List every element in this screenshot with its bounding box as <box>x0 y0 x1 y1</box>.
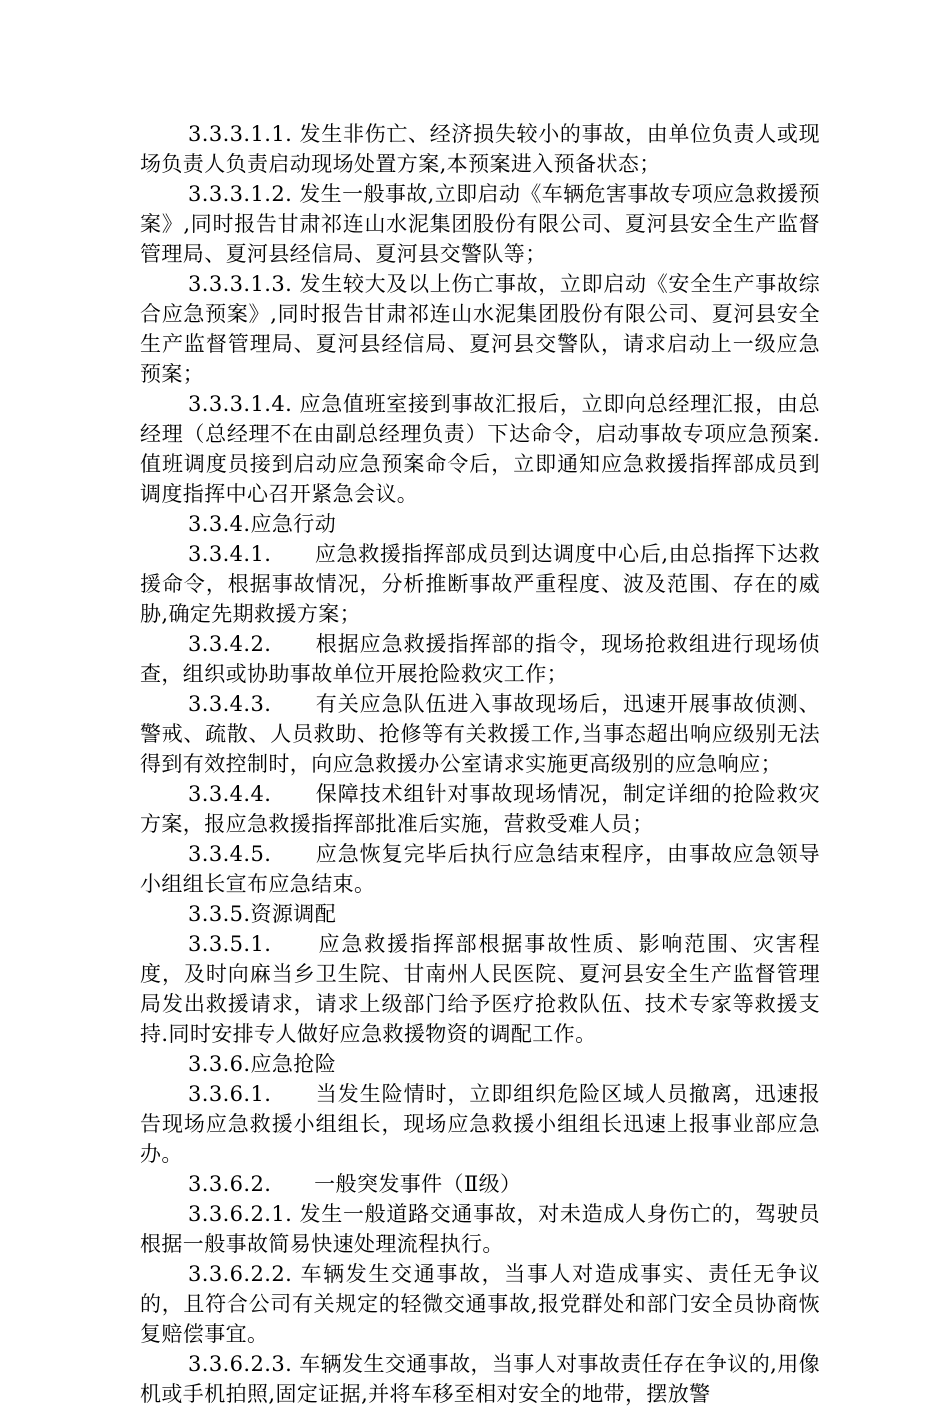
paragraph-3-3-6-1: 3.3.6.1. 当发生险情时，立即组织危险区域人员撤离，迅速报告现场应急救援小组组长，现场应急救援小组组长迅速上报事业部应急办。 <box>140 1082 820 1166</box>
paragraph-3-3-4-5: 3.3.4.5. 应急恢复完毕后执行应急结束程序，由事故应急领导小组组长宣布应急结束。 <box>140 842 820 896</box>
paragraph-3-3-6-2-1: 3.3.6.2.1. 发生一般道路交通事故，对未造成人身伤亡的，驾驶员根据一般事故简易快速处理流程执行。 <box>140 1202 820 1256</box>
section-heading-3-3-6: 3.3.6.应急抢险 <box>188 1052 337 1076</box>
paragraph-3-3-4-2: 3.3.4.2. 根据应急救援指挥部的指令，现场抢救组进行现场侦查，组织或协助事故单位开展抢险救灾工作； <box>140 632 820 686</box>
paragraph-3-3-5-1: 3.3.5.1. 应急救援指挥部根据事故性质、影响范围、灾害程度，及时向麻当乡卫生院、甘南州人民医院、夏河县安全生产监督管理局发出救援请求，请求上级部门给予医疗抢救队伍、技术专家等救援支持.同时安排专人做好应急救援物资的调配工作。 <box>140 932 820 1046</box>
paragraph-3-3-6-2-3: 3.3.6.2.3. 车辆发生交通事故，当事人对事故责任存在争议的,用像机或手机拍照,固定证据,并将车移至相对安全的地带，摆放警 <box>140 1352 820 1406</box>
paragraph-3-3-3-1-1: 3.3.3.1.1. 发生非伤亡、经济损失较小的事故，由单位负责人或现场负责人负责启动现场处置方案,本预案进入预备状态； <box>140 122 820 176</box>
paragraph-3-3-4-1: 3.3.4.1. 应急救援指挥部成员到达调度中心后,由总指挥下达救援命令，根据事故情况，分析推断事故严重程度、波及范围、存在的威胁,确定先期救援方案； <box>140 542 820 626</box>
paragraph-3-3-3-1-4: 3.3.3.1.4. 应急值班室接到事故汇报后，立即向总经理汇报，由总经理（总经理不在由副总经理负责）下达命令，启动事故专项应急预案.值班调度员接到启动应急预案命令后，立即通知应急救援指挥部成员到调度指挥中心召开紧急会议。 <box>140 392 820 506</box>
paragraph-3-3-4-4: 3.3.4.4. 保障技术组针对事故现场情况，制定详细的抢险救灾方案，报应急救援指挥部批准后实施，营救受难人员； <box>140 782 820 836</box>
paragraph-3-3-3-1-2: 3.3.3.1.2. 发生一般事故,立即启动《车辆危害事故专项应急救援预案》,同时报告甘肃祁连山水泥集团股份有限公司、夏河县安全生产监督管理局、夏河县经信局、夏河县交警队等； <box>140 182 820 266</box>
document-body <box>140 119 820 1409</box>
paragraph-3-3-4-3: 3.3.4.3. 有关应急队伍进入事故现场后，迅速开展事故侦测、警戒、疏散、人员救助、抢修等有关救援工作,当事态超出响应级别无法得到有效控制时，向应急救援办公室请求实施更高级别的应急响应； <box>140 692 820 776</box>
paragraph-3-3-6-2: 3.3.6.2. 一般突发事件（Ⅱ级） <box>188 1172 522 1196</box>
paragraph-3-3-3-1-3: 3.3.3.1.3. 发生较大及以上伤亡事故，立即启动《安全生产事故综合应急预案》,同时报告甘肃祁连山水泥集团股份有限公司、夏河县安全生产监督管理局、夏河县经信局、夏河县交警队，请求启动上一级应急预案； <box>140 272 820 386</box>
section-heading-3-3-5: 3.3.5.资源调配 <box>188 902 337 926</box>
section-heading-3-3-4: 3.3.4.应急行动 <box>188 512 337 536</box>
paragraph-3-3-6-2-2: 3.3.6.2.2. 车辆发生交通事故，当事人对造成事实、责任无争议的，且符合公司有关规定的轻微交通事故,报党群处和部门安全员协商恢复赔偿事宜。 <box>140 1262 820 1346</box>
